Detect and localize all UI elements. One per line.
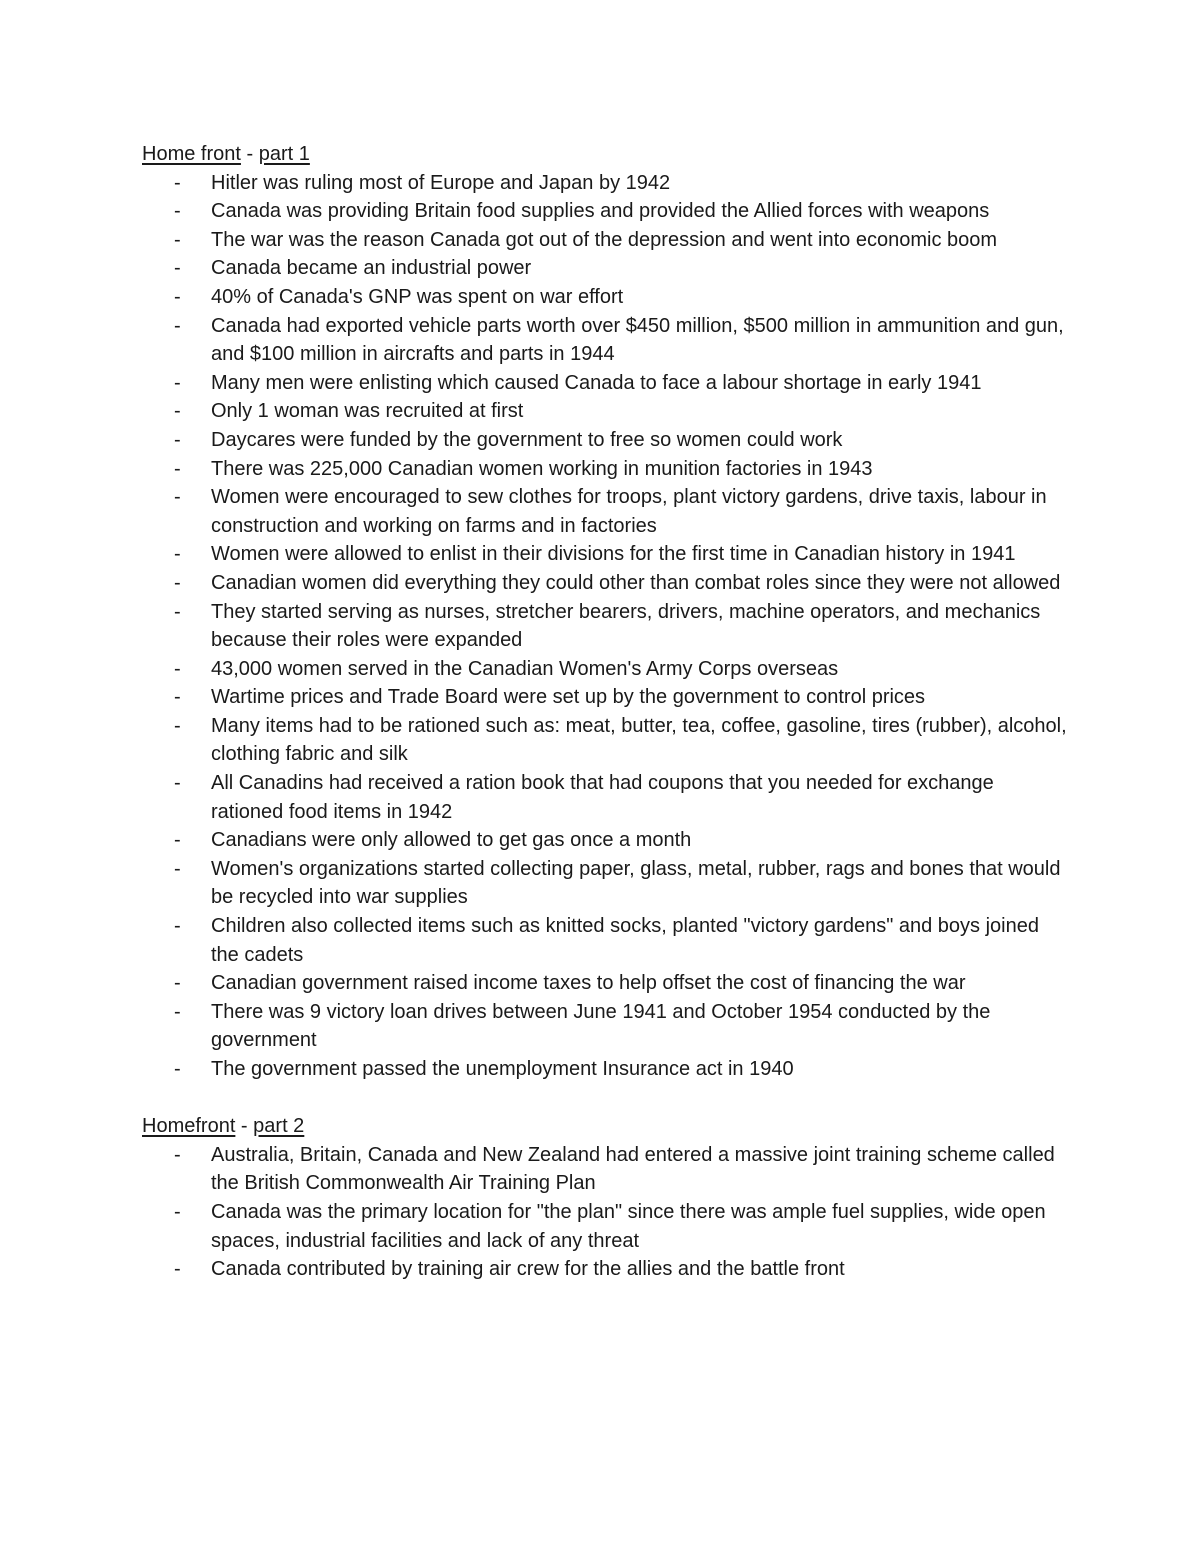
list-item-text: They started serving as nurses, stretcher bearers, drivers, machine operators, and mechanics because their roles were expanded	[211, 600, 1041, 652]
list-item	[142, 998, 1067, 1055]
list-item	[142, 283, 1067, 312]
list-item	[142, 1055, 1067, 1084]
list-item	[142, 569, 1067, 598]
bullet-dash: -	[174, 371, 181, 394]
list-item	[142, 397, 1067, 426]
list-item	[142, 426, 1067, 455]
list-item	[142, 855, 1067, 912]
bullet-dash: -	[174, 543, 181, 566]
bullet-dash: -	[174, 1000, 181, 1023]
list-item-text: Canadian government raised income taxes to help offset the cost of financing the war	[211, 972, 966, 995]
heading-title: Home front	[142, 143, 241, 165]
section-heading	[142, 140, 1067, 169]
bullet-dash: -	[174, 457, 181, 480]
list-item-text: There was 225,000 Canadian women working in munition factories in 1943	[211, 457, 873, 480]
bullet-dash: -	[174, 1058, 181, 1080]
list-item-text: 40% of Canada's GNP was spent on war effort	[211, 285, 624, 308]
section-part-2	[142, 1112, 1067, 1284]
section-heading	[142, 1112, 1067, 1141]
list-item-text: Wartime prices and Trade Board were set up by the government to control prices	[211, 686, 926, 709]
heading-separator: -	[235, 1115, 254, 1138]
bullet-dash: -	[174, 972, 181, 995]
list-item-text: Many men were enlisting which caused Canada to face a labour shortage in early 1941	[211, 371, 982, 394]
list-item	[142, 598, 1067, 655]
list-item	[142, 826, 1067, 855]
bullet-dash: -	[174, 686, 181, 709]
bullet-dash: -	[174, 772, 181, 795]
list-item	[142, 1255, 1067, 1284]
list-item	[142, 912, 1067, 969]
list-item	[142, 969, 1067, 998]
bullet-dash: -	[174, 314, 181, 337]
list-item	[142, 483, 1067, 540]
list-item	[142, 769, 1067, 826]
list-item-text: Canadians were only allowed to get gas once a month	[211, 829, 692, 852]
bullet-dash: -	[174, 200, 181, 223]
bullet-dash: -	[174, 657, 181, 680]
list-item	[142, 683, 1067, 712]
bullet-dash: -	[174, 285, 181, 308]
section-spacer	[142, 1084, 1067, 1113]
heading-title: Homefront	[142, 1115, 236, 1138]
bullet-dash: -	[174, 829, 181, 852]
section-part-1	[142, 140, 1067, 1084]
list-item	[142, 254, 1067, 283]
bullet-dash: -	[174, 428, 181, 451]
list-item-text: 43,000 women served in the Canadian Women's Army Corps overseas	[211, 657, 839, 680]
list-item	[142, 369, 1067, 398]
list-item-text: Canada became an industrial power	[211, 257, 532, 280]
list-item-text: Canada contributed by training air crew for the allies and the battle front	[211, 1258, 845, 1281]
bullet-dash: -	[174, 600, 181, 623]
list-item-text: The war was the reason Canada got out of the depression and went into economic boom	[211, 228, 998, 251]
list-item	[142, 1198, 1067, 1255]
list-item-text: Canada was the primary location for "the plan" since there was ample fuel supplies, wide open spaces, industrial facilities and lack of any threat	[211, 1200, 1046, 1252]
bullet-dash: -	[174, 171, 181, 194]
bullet-list	[142, 1141, 1067, 1284]
bullet-dash: -	[174, 714, 181, 737]
list-item	[142, 712, 1067, 769]
list-item-text: Women were encouraged to sew clothes for troops, plant victory gardens, drive taxis, labour in construction and working on farms and in factories	[211, 486, 1047, 537]
bullet-dash: -	[174, 857, 181, 880]
bullet-dash: -	[174, 486, 181, 509]
list-item-text: Canada had exported vehicle parts worth over $450 million, $500 million in ammunition and gun, and $100 million in aircrafts and parts in 1944	[211, 314, 1064, 366]
list-item	[142, 312, 1067, 369]
bullet-dash: -	[174, 1200, 181, 1223]
bullet-dash: -	[174, 1258, 181, 1281]
bullet-dash: -	[174, 400, 181, 423]
list-item-text: Only 1 woman was recruited at first	[211, 400, 524, 423]
bullet-dash: -	[174, 1143, 181, 1166]
list-item-text: Women's organizations started collecting paper, glass, metal, rubber, rags and bones that would be recycled into war supplies	[211, 857, 1061, 909]
list-item-text: Hitler was ruling most of Europe and Japan by 1942	[211, 171, 671, 194]
list-item	[142, 540, 1067, 569]
heading-separator: -	[240, 143, 259, 165]
list-item	[142, 197, 1067, 226]
bullet-dash: -	[174, 257, 181, 280]
list-item	[142, 226, 1067, 255]
list-item	[142, 1141, 1067, 1198]
bullet-list	[142, 169, 1067, 1084]
list-item-text: Many items had to be rationed such as: meat, butter, tea, coffee, gasoline, tires (rubber), alcohol, clothing fabric and silk	[211, 714, 1067, 766]
list-item	[142, 169, 1067, 198]
list-item	[142, 455, 1067, 484]
list-item-text: The government passed the unemployment Insurance act in 1940	[211, 1058, 794, 1080]
bullet-dash: -	[174, 915, 181, 938]
list-item-text: All Canadins had received a ration book that had coupons that you needed for exchange rationed food items in 1942	[211, 772, 994, 823]
bullet-dash: -	[174, 571, 181, 594]
list-item-text: Canadian women did everything they could other than combat roles since they were not allowed	[211, 571, 1061, 594]
heading-part: part 2	[253, 1115, 305, 1138]
list-item-text: Daycares were funded by the government to free so women could work	[211, 428, 843, 451]
heading-part: part 1	[258, 143, 310, 165]
list-item-text: Australia, Britain, Canada and New Zealand had entered a massive joint training scheme called the British Commonwealth Air Training Plan	[211, 1143, 1055, 1195]
document-page	[142, 140, 1067, 1284]
list-item	[142, 655, 1067, 684]
list-item-text: There was 9 victory loan drives between June 1941 and October 1954 conducted by the government	[211, 1000, 991, 1052]
list-item-text: Canada was providing Britain food supplies and provided the Allied forces with weapons	[211, 200, 990, 223]
list-item-text: Women were allowed to enlist in their divisions for the first time in Canadian history in 1941	[211, 543, 1016, 566]
bullet-dash: -	[174, 228, 181, 251]
list-item-text: Children also collected items such as knitted socks, planted "victory gardens" and boys joined the cadets	[211, 915, 1039, 966]
